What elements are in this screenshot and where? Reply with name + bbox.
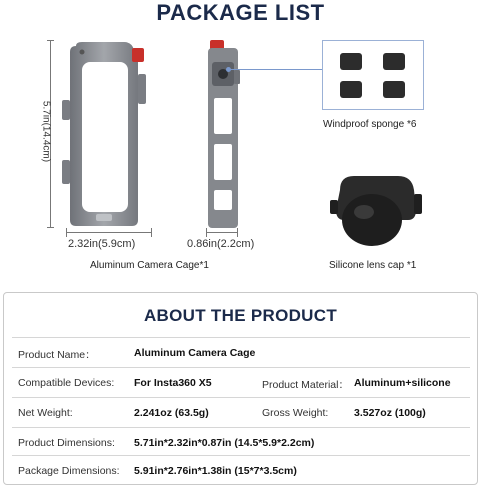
leader-line: [228, 69, 322, 70]
windproof-sponge-image: [322, 40, 424, 110]
spec-row-package-dimensions: [12, 455, 470, 485]
lens-cap-caption: Silicone lens cap *1: [329, 260, 417, 271]
spec-value: 5.71in*2.32in*0.87in (14.5*5.9*2.2cm): [134, 437, 315, 449]
cage-height-label: 5.7in(14.4cm): [40, 100, 52, 163]
lens-cap-image: [330, 170, 422, 250]
spec-label: Compatible Devices:: [18, 377, 115, 389]
spec-value: Aluminum Camera Cage: [134, 347, 256, 359]
spec-row-compatible-material: [12, 367, 470, 397]
sponge-caption: Windproof sponge *6: [323, 119, 417, 130]
sponge-piece: [383, 81, 405, 98]
spec-value: 2.241oz (63.5g): [134, 407, 209, 419]
cage-caption: Aluminum Camera Cage*1: [90, 260, 209, 271]
cage-depth-dimension: [206, 228, 238, 238]
spec-label: Gross Weight:: [262, 407, 329, 419]
sponge-piece: [383, 53, 405, 70]
about-product-panel: [3, 292, 478, 485]
about-title: ABOUT THE PRODUCT: [143, 306, 338, 325]
cage-height-dimension: [40, 40, 54, 228]
spec-value: For Insta360 X5: [134, 377, 212, 389]
spec-row-product-dimensions: [12, 427, 470, 457]
spec-label: Package Dimensions:: [18, 465, 120, 477]
spec-row-product-name: [12, 337, 470, 367]
cage-width-label: 2.32in(5.9cm): [68, 238, 136, 250]
spec-value: 5.91in*2.76in*1.38in (15*7*3.5cm): [134, 465, 297, 477]
cage-front-image: [62, 40, 154, 228]
spec-value: 3.527oz (100g): [354, 407, 426, 419]
sponge-piece: [340, 81, 362, 98]
spec-label: Product Dimensions:: [18, 437, 115, 449]
cage-depth-label: 0.86in(2.2cm): [187, 238, 255, 250]
spec-label: Product Material：: [262, 379, 349, 391]
spec-value: Aluminum+silicone: [354, 377, 451, 389]
sponge-piece: [340, 53, 362, 70]
spec-label: Net Weight:: [18, 407, 73, 419]
spec-label: Product Name：: [18, 349, 96, 361]
spec-row-weights: [12, 397, 470, 427]
package-list-title: PACKAGE LIST: [156, 0, 325, 25]
cage-width-dimension: [66, 228, 152, 238]
